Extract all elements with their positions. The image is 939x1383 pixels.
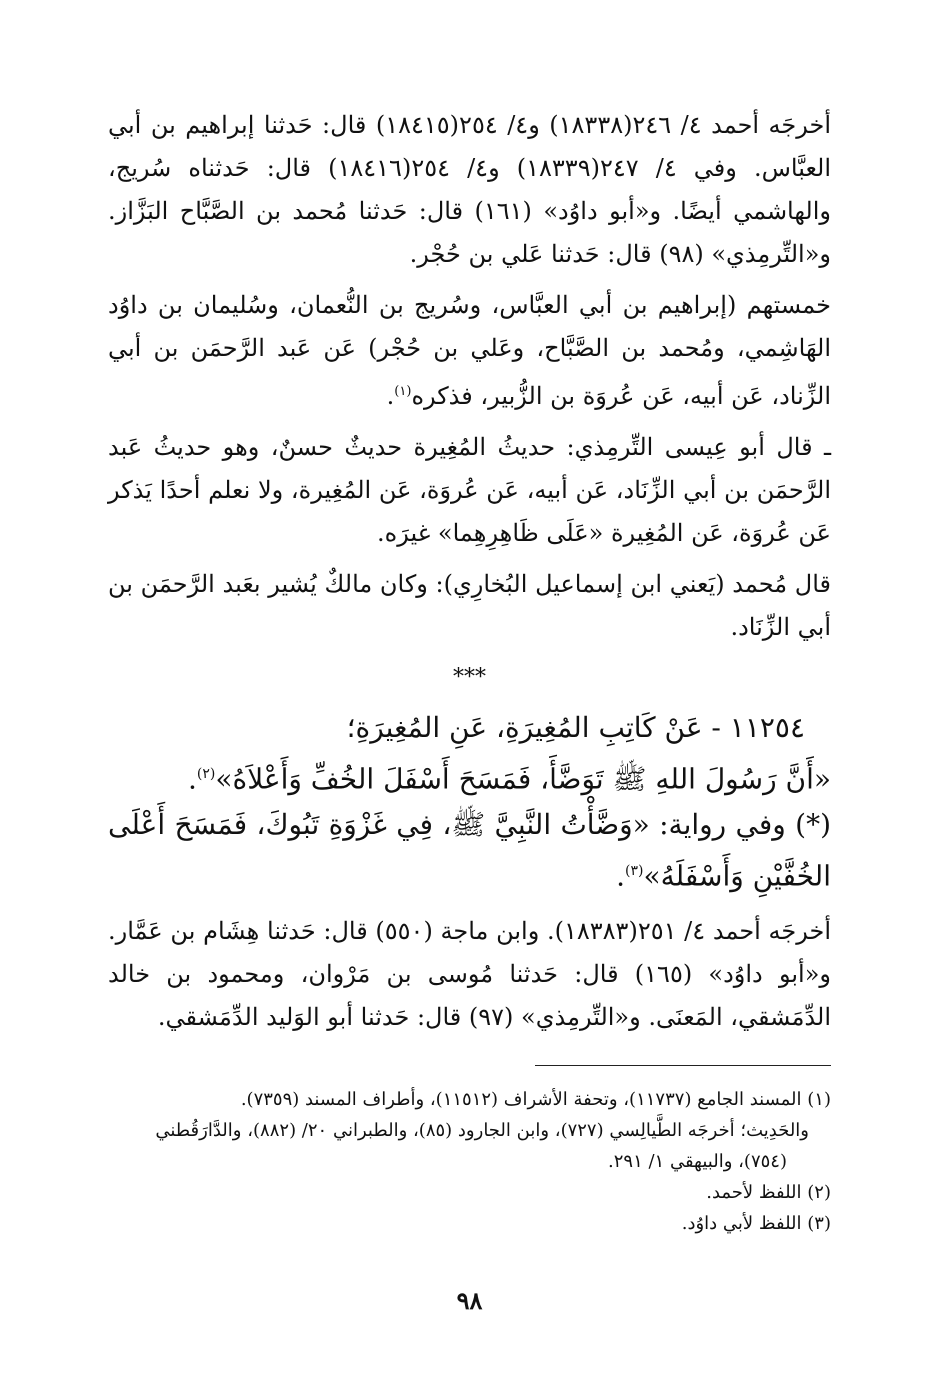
takhrij-paragraph-2: أخرجَه أحمد ٤/ ٢٥١(١٨٣٨٣). وابن ماجة (٥٥٠) قال: حَدثنا هِشَام بن عَمَّار. و«أبو داوُد» (١٦٥) قال: حَدثنا مُوسى بن مَرْوان، ومحمود بن خالد الدِّمَشقي، المَعنَى. و«التِّرمِذي» (٩٧) قال: حَدثنا أبو الوَليد الدِّمَشقي. — [108, 916, 832, 1031]
footnote-ref-1: (١) — [394, 384, 412, 399]
chain-summary-text: خمستهم (إبراهيم بن أبي العبَّاس، وسُريج بن النُّعمان، وسُليمان بن داوُد الهَاشِمي، ومُحمد بن الصَّبَّاح، وعَلي بن حُجْر) عَن عَبد الرَّحمَن بن أبي الزِّناد، عَن أبيه، عَن عُروَة بن الزُّبير، فذكره — [108, 291, 831, 410]
hadith-variant-text: (*) وفي رواية: «وَضَّأْتُ النَّبِيَّ ﷺ، فِي غَزْوَةِ تَبُوكَ، فَمَسَحَ أَعْلَى الخُفَّيْنِ وَأَسْفَلَهُ» — [108, 808, 831, 893]
hadith-number-heading: ١١٢٥٤ - عَنْ كَاتِبِ المُغِيرَةِ، عَنِ المُغِيرَةِ؛ — [346, 711, 805, 744]
hadith-variant: (*) وفي رواية: «وَضَّأْتُ النَّبِيَّ ﷺ، فِي غَزْوَةِ تَبُوكَ، فَمَسَحَ أَعْلَى الخُفَّيْنِ وَأَسْفَلَهُ»$^{(٣)}$. — [108, 808, 831, 893]
page-number: ٩٨ — [456, 1286, 483, 1315]
takhrij-paragraph-1: أخرجَه أحمد ٤/ ٢٤٦(١٨٣٣٨) و٤/ ٢٥٤(١٨٤١٥) قال: حَدثنا إبراهيم بن أبي العبَّاس. وفي ٤/ ٢٤٧(١٨٣٣٩) و٤/ ٢٥٤(١٨٤١٦) قال: حَدثناه سُريج، والهاشمي أيضًا. و«أبو داوُد» (١٦١) قال: حَدثنا مُحمد بن الصَّبَّاح البَزَّاز. و«التِّرمِذي» (٩٨) قال: حَدثنا عَلي بن حُجْر. — [108, 111, 832, 268]
footnotes — [100, 1084, 831, 1239]
footnote-ref-3: (٣) — [624, 863, 644, 880]
section-separator: *** — [453, 665, 486, 690]
chain-summary-paragraph: خمستهم (إبراهيم بن أبي العبَّاس، وسُريج بن النُّعمان، وسُليمان بن داوُد الهَاشِمي، ومُحمد بن الصَّبَّاح، وعَلي بن حُجْر) عَن عَبد الرَّحمَن بن أبي الزِّناد، عَن أبيه، عَن عُروَة بن الزُّبير، فذكره$^{(١)}$. — [108, 291, 831, 410]
hadith-matn: «أَنَّ رَسُولَ اللهِ ﷺ تَوَضَّأَ، فَمَسَحَ أَسْفَلَ الخُفِّ وَأَعْلاَهُ» — [215, 762, 831, 796]
footnote-1: (١) المسند الجامع (١١٧٣٧)، وتحفة الأشراف (١١٥١٢)، وأطراف المسند (٧٣٥٩). — [240, 1089, 831, 1110]
footnote-divider — [535, 1065, 831, 1066]
footnote-1-continuation: والحَدِيث؛ أخرجَه الطَّيالِسي (٧٢٧)، وابن الجارود (٨٥)، والطبراني ٢٠/ (٨٨٢)، والدَّارَقُطني — [155, 1120, 809, 1141]
footnote-ref-2: (٢) — [196, 766, 216, 782]
footnote-1-continuation-2: (٧٥٤)، والبيهقي ١/ ٢٩١. — [608, 1151, 787, 1172]
footnote-3: (٣) اللفظ لأبي داوُد. — [681, 1213, 831, 1234]
footnote-2: (٢) اللفظ لأحمد. — [706, 1182, 831, 1203]
bukhari-comment: قال مُحمد (يَعني ابن إسماعيل البُخارِي): وكان مالكٌ يُشير بعَبد الرَّحمَن بن أبي الزِّنَاد. — [108, 570, 831, 641]
hadith-text: «أَنَّ رَسُولَ اللهِ ﷺ تَوَضَّأَ، فَمَسَحَ أَسْفَلَ الخُفِّ وَأَعْلاَهُ»$^{(٢)}$. — [188, 762, 831, 796]
tirmidhi-comment: ـ قال أبو عِيسى التِّرمِذي: حديثُ المُغِيرة حديثٌ حسنٌ، وهو حديثُ عَبد الرَّحمَن بن أبي الزِّنَاد، عَن أبيه، عَن عُروَة، عَن المُغِيرة، ولا نعلم أحدًا يَذكر عَن عُروَة، عَن المُغِيرة «عَلَى ظَاهِرِهِما» غيرَه. — [108, 433, 831, 547]
main-text — [108, 104, 831, 1039]
